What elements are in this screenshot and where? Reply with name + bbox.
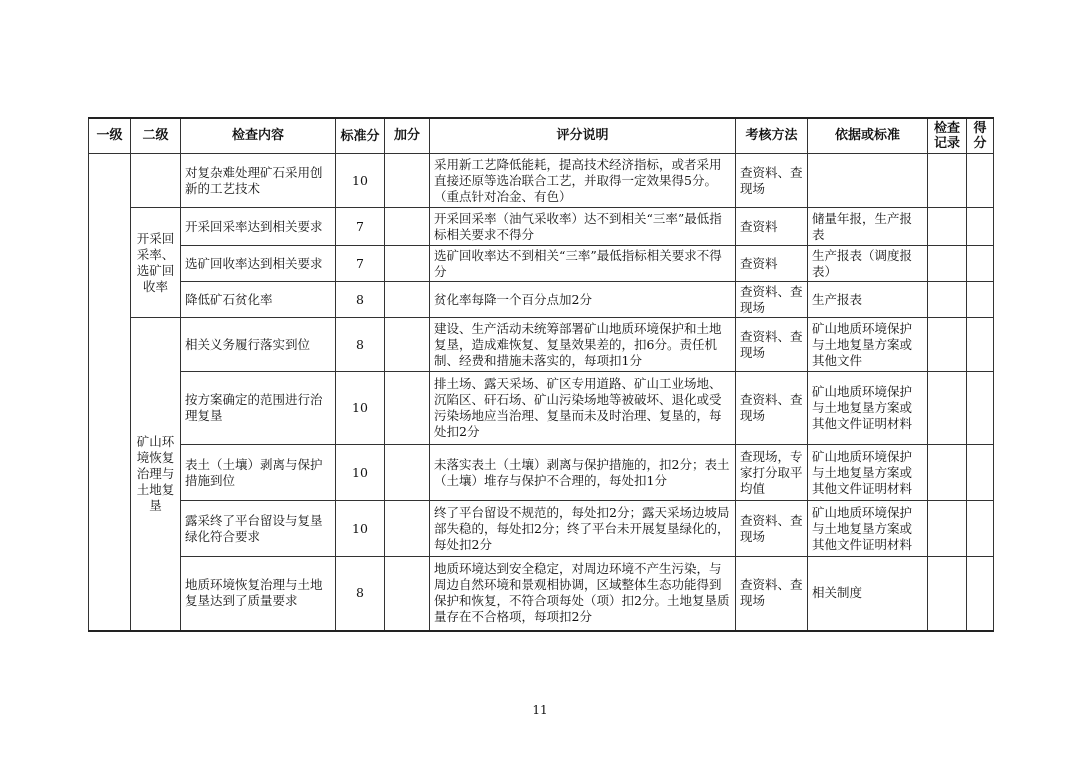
bonus-cell: [385, 318, 430, 372]
score-cell: [967, 557, 994, 631]
basis-cell: [808, 154, 928, 208]
evaluation-table: [88, 117, 994, 632]
basis-cell: 矿山地质环境保护与土地复垦方案或其他文件证明材料: [808, 445, 928, 501]
header-basis: 依据或标准: [808, 118, 928, 154]
standard-score-cell: 7: [336, 208, 385, 246]
record-cell: [928, 372, 967, 445]
standard-score-cell: 7: [336, 246, 385, 282]
score-cell: [967, 154, 994, 208]
standard-score-cell: 8: [336, 318, 385, 372]
standard-score-cell: 10: [336, 445, 385, 501]
header-score: 得分: [967, 118, 994, 154]
table-row: [89, 501, 994, 557]
content-cell: 开采回采率达到相关要求: [181, 208, 336, 246]
bonus-cell: [385, 154, 430, 208]
scoring-cell: 地质环境达到安全稳定，对周边环境不产生污染，与周边自然环境和景观相协调，区域整体生态功能得到保护和恢复，不符合项每处（项）扣2分。土地复垦质量存在不合格项，每项扣2分: [430, 557, 736, 631]
level2-cell-empty: [131, 154, 181, 208]
scoring-cell: 开采回采率（油气采收率）达不到相关“三率”最低指标相关要求不得分: [430, 208, 736, 246]
standard-score-cell: 10: [336, 154, 385, 208]
header-level1: 一级: [89, 118, 131, 154]
category-mining-recovery: 开采回采率、选矿回收率: [131, 208, 181, 318]
bonus-cell: [385, 372, 430, 445]
bonus-cell: [385, 282, 430, 318]
bonus-cell: [385, 445, 430, 501]
record-cell: [928, 445, 967, 501]
basis-cell: 储量年报，生产报表: [808, 208, 928, 246]
category-mine-restoration: 矿山环境恢复治理与土地复垦: [131, 318, 181, 631]
standard-score-cell: 10: [336, 372, 385, 445]
standard-score-cell: 10: [336, 501, 385, 557]
content-cell: 按方案确定的范围进行治理复垦: [181, 372, 336, 445]
score-cell: [967, 372, 994, 445]
level1-cell: [89, 154, 131, 631]
method-cell: 查资料: [736, 246, 808, 282]
scoring-cell: 建设、生产活动未统筹部署矿山地质环境保护和土地复垦，造成难恢复、复垦效果差的，扣6分。责任机制、经费和措施未落实的，每项扣1分: [430, 318, 736, 372]
header-record: 检查记录: [928, 118, 967, 154]
record-cell: [928, 208, 967, 246]
method-cell: 查资料、查现场: [736, 557, 808, 631]
score-cell: [967, 246, 994, 282]
header-level2: 二级: [131, 118, 181, 154]
basis-cell: 生产报表: [808, 282, 928, 318]
scoring-cell: 采用新工艺降低能耗，提高技术经济指标，或者采用直接还原等选冶联合工艺，并取得一定效果得5分。（重点针对冶金、有色）: [430, 154, 736, 208]
header-content: 检查内容: [181, 118, 336, 154]
scoring-cell: 未落实表土（土壤）剥离与保护措施的，扣2分；表土（土壤）堆存与保护不合理的，每处扣1分: [430, 445, 736, 501]
method-cell: 查资料、查现场: [736, 154, 808, 208]
header-standard-score: 标准分: [336, 118, 385, 154]
method-cell: 查资料、查现场: [736, 282, 808, 318]
method-cell: 查资料、查现场: [736, 501, 808, 557]
scoring-cell: 排土场、露天采场、矿区专用道路、矿山工业场地、沉陷区、矸石场、矿山污染场地等被破坏、退化或受污染场地应当治理、复垦而未及时治理、复垦的，每处扣2分: [430, 372, 736, 445]
header-bonus: 加分: [385, 118, 430, 154]
content-cell: 对复杂难处理矿石采用创新的工艺技术: [181, 154, 336, 208]
table-row: [89, 246, 994, 282]
content-cell: 表土（土壤）剥离与保护措施到位: [181, 445, 336, 501]
basis-cell: 相关制度: [808, 557, 928, 631]
table-row: [89, 372, 994, 445]
basis-cell: 生产报表（调度报表）: [808, 246, 928, 282]
table-row: [89, 557, 994, 631]
table-row: [89, 208, 994, 246]
record-cell: [928, 246, 967, 282]
basis-cell: 矿山地质环境保护与土地复垦方案或其他文件: [808, 318, 928, 372]
page-number: 11: [532, 703, 548, 717]
score-cell: [967, 208, 994, 246]
table-row: [89, 318, 994, 372]
score-cell: [967, 445, 994, 501]
standard-score-cell: 8: [336, 282, 385, 318]
header-scoring: 评分说明: [430, 118, 736, 154]
method-cell: 查资料、查现场: [736, 372, 808, 445]
basis-cell: 矿山地质环境保护与土地复垦方案或其他文件证明材料: [808, 501, 928, 557]
table-row: [89, 445, 994, 501]
content-cell: 相关义务履行落实到位: [181, 318, 336, 372]
score-cell: [967, 501, 994, 557]
basis-cell: 矿山地质环境保护与土地复垦方案或其他文件证明材料: [808, 372, 928, 445]
record-cell: [928, 282, 967, 318]
record-cell: [928, 557, 967, 631]
score-cell: [967, 282, 994, 318]
record-cell: [928, 154, 967, 208]
bonus-cell: [385, 557, 430, 631]
method-cell: 查资料、查现场: [736, 318, 808, 372]
record-cell: [928, 318, 967, 372]
bonus-cell: [385, 208, 430, 246]
table-row: [89, 154, 994, 208]
table-row: [89, 282, 994, 318]
content-cell: 地质环境恢复治理与土地复垦达到了质量要求: [181, 557, 336, 631]
record-cell: [928, 501, 967, 557]
header-row: [89, 118, 994, 154]
scoring-cell: 贫化率每降一个百分点加2分: [430, 282, 736, 318]
score-cell: [967, 318, 994, 372]
content-cell: 降低矿石贫化率: [181, 282, 336, 318]
header-method: 考核方法: [736, 118, 808, 154]
scoring-cell: 终了平台留设不规范的，每处扣2分；露天采场边坡局部失稳的，每处扣2分；终了平台未开展复垦绿化的，每处扣2分: [430, 501, 736, 557]
bonus-cell: [385, 246, 430, 282]
scoring-cell: 选矿回收率达不到相关“三率”最低指标相关要求不得分: [430, 246, 736, 282]
method-cell: 查资料: [736, 208, 808, 246]
method-cell: 查现场，专家打分取平均值: [736, 445, 808, 501]
bonus-cell: [385, 501, 430, 557]
content-cell: 选矿回收率达到相关要求: [181, 246, 336, 282]
standard-score-cell: 8: [336, 557, 385, 631]
content-cell: 露采终了平台留设与复垦绿化符合要求: [181, 501, 336, 557]
